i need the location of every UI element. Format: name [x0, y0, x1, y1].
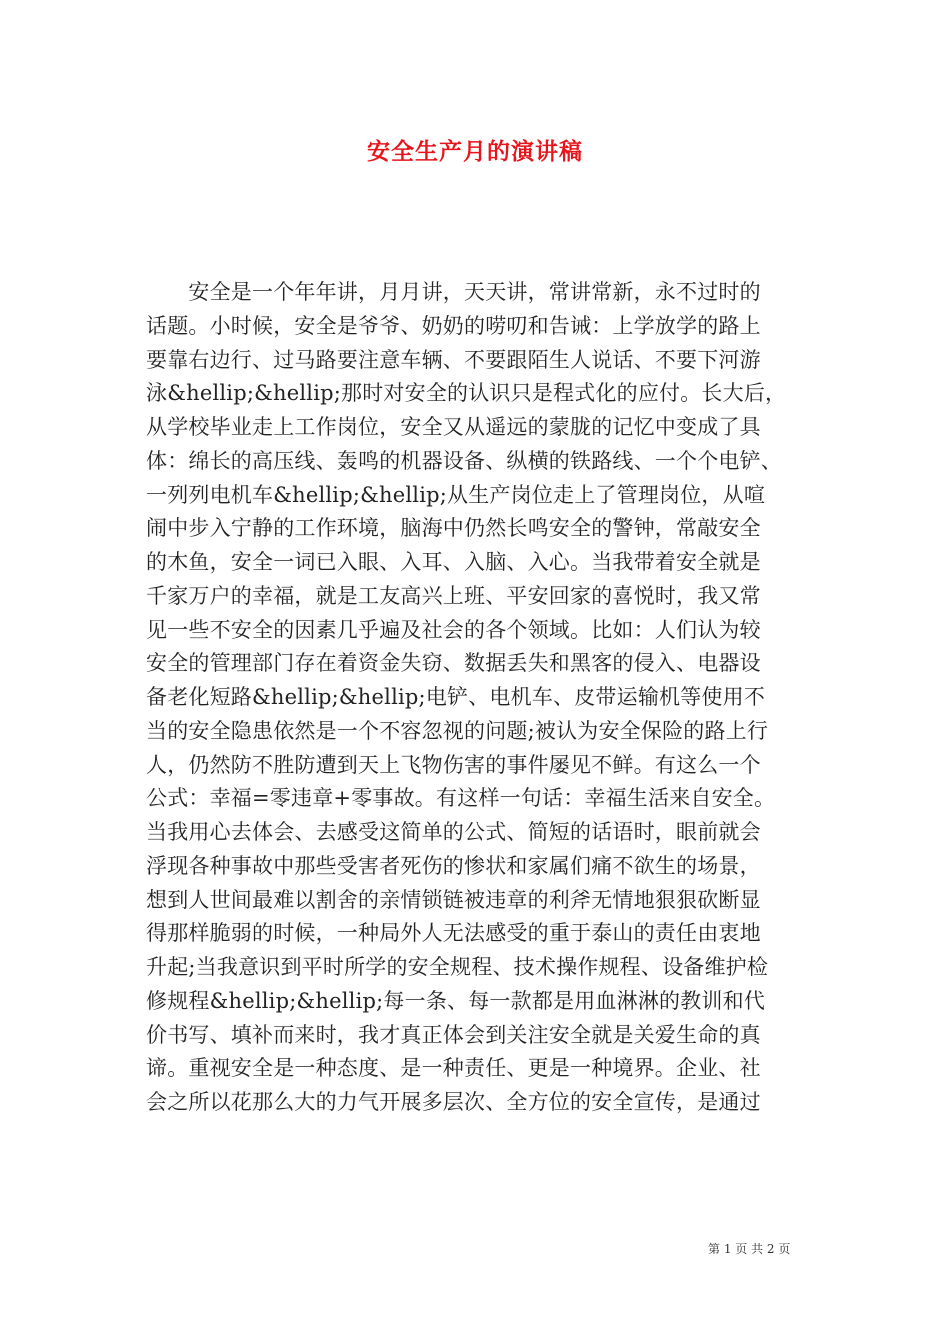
text-line: 闹中步入宁静的工作环境，脑海中仍然长鸣安全的警钟，常敲安全: [146, 516, 761, 541]
text-line: 话题。小时候，安全是爷爷、奶奶的唠叨和告诫：上学放学的路上: [146, 313, 761, 338]
text-line: 当的安全隐患依然是一个不容忽视的问题;被认为安全保险的路上行: [146, 718, 769, 743]
text-line: 安全是一个年年讲，月月讲，天天讲，常讲常新，永不过时的: [146, 280, 761, 304]
document-title: 安全生产月的演讲稿: [367, 139, 583, 165]
page-number-footer: 第 1 页 共 2 页: [708, 1242, 791, 1256]
text-line: 浮现各种事故中那些受害者死伤的惨状和家属们痛不欲生的场景，: [146, 853, 761, 878]
text-line: 千家万户的幸福，就是工友高兴上班、平安回家的喜悦时，我又常: [146, 583, 761, 608]
text-line: 人，仍然防不胜防遭到天上飞物伤害的事件屡见不鲜。有这么一个: [146, 752, 761, 777]
text-line: 谛。重视安全是一种态度、是一种责任、更是一种境界。企业、社: [146, 1056, 761, 1081]
text-line: 泳&hellip;&hellip;那时对安全的认识只是程式化的应付。长大后，: [146, 381, 787, 406]
text-line: 备老化短路&hellip;&hellip;电铲、电机车、皮带运输机等使用不: [146, 685, 766, 709]
text-line: 修规程&hellip;&hellip;每一条、每一款都是用血淋淋的教训和代: [146, 988, 766, 1013]
text-line: 见一些不安全的因素几乎遍及社会的各个领域。比如：人们认为较: [146, 617, 761, 642]
text-line: 公式：幸福=零违章+零事故。有这样一句话：幸福生活来自安全。: [146, 786, 776, 811]
text-line: 体：绵长的高压线、轰鸣的机器设备、纵横的铁路线、一个个电铲、: [146, 448, 782, 473]
text-line: 的木鱼，安全一词已入眼、入耳、入脑、入心。当我带着安全就是: [146, 550, 761, 574]
text-line: 得那样脆弱的时候，一种局外人无法感受的重于泰山的责任由衷地: [146, 921, 761, 946]
text-line: 要靠右边行、过马路要注意车辆、不要跟陌生人说话、不要下河游: [146, 347, 761, 372]
text-line: 升起;当我意识到平时所学的安全规程、技术操作规程、设备维护检: [146, 955, 769, 979]
text-line: 当我用心去体会、去感受这简单的公式、简短的话语时，眼前就会: [146, 820, 761, 844]
text-line: 一列列电机车&hellip;&hellip;从生产岗位走上了管理岗位，从喧: [146, 482, 766, 507]
body-paragraph: [146, 276, 816, 1120]
text-line: 会之所以花那么大的力气开展多层次、全方位的安全宣传，是通过: [146, 1090, 761, 1114]
text-line: 想到人世间最难以割舍的亲情锁链被违章的利斧无情地狠狠砍断显: [146, 887, 761, 912]
text-line: 从学校毕业走上工作岗位，安全又从遥远的蒙胧的记忆中变成了具: [146, 415, 761, 439]
text-line: 安全的管理部门存在着资金失窃、数据丢失和黑客的侵入、电器设: [146, 651, 761, 676]
text-line: 价书写、填补而来时，我才真正体会到关注安全就是关爱生命的真: [146, 1022, 761, 1047]
